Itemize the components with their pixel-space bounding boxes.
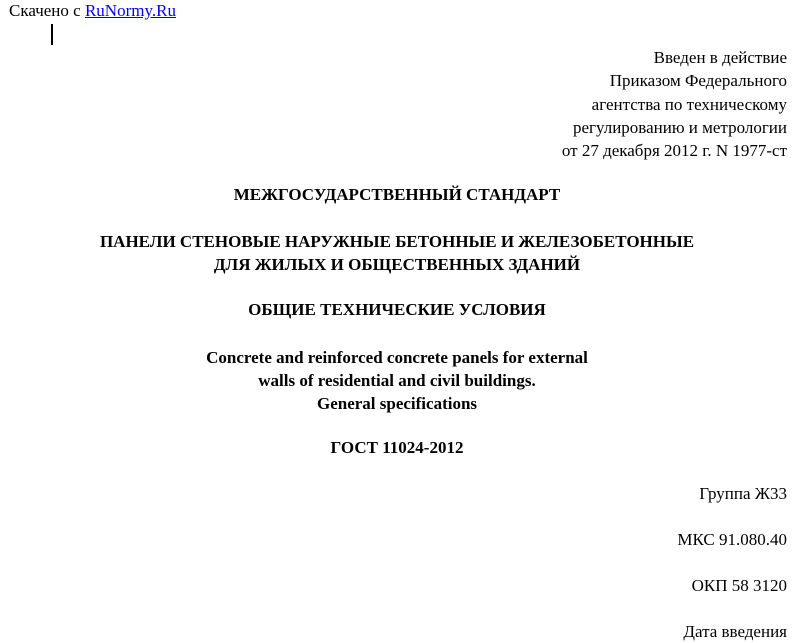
enactment-line: от 27 декабря 2012 г. N 1977-ст bbox=[561, 141, 787, 161]
english-title-line: Concrete and reinforced concrete panels for external bbox=[206, 348, 588, 367]
enactment-block bbox=[562, 46, 787, 162]
conditions-heading: ОБЩИЕ ТЕХНИЧЕСКИЕ УСЛОВИЯ bbox=[248, 300, 546, 319]
source-line bbox=[9, 1, 176, 21]
okp-code: ОКП 58 3120 bbox=[691, 576, 787, 595]
english-title bbox=[0, 346, 794, 415]
standard-name-line: ПАНЕЛИ СТЕНОВЫЕ НАРУЖНЫЕ БЕТОННЫЕ И ЖЕЛЕЗОБЕТОННЫЕ bbox=[99, 232, 695, 251]
gost-number: ГОСТ 11024-2012 bbox=[330, 438, 464, 457]
enactment-line: агентства по техническому bbox=[591, 94, 787, 114]
standard-type-heading: МЕЖГОСУДАРСТВЕННЫЙ СТАНДАРТ bbox=[233, 185, 561, 204]
enactment-line: Введен в действие bbox=[653, 48, 787, 67]
enactment-line: Приказом Федерального bbox=[609, 71, 787, 91]
standard-name-line: ДЛЯ ЖИЛЫХ И ОБЩЕСТВЕННЫХ ЗДАНИЙ bbox=[213, 254, 581, 274]
english-title-line: walls of residential and civil buildings. bbox=[258, 371, 536, 390]
group-code: Группа Ж33 bbox=[699, 484, 787, 503]
runormy-link[interactable]: RuNormy.Ru bbox=[84, 1, 176, 20]
english-title-line: General specifications bbox=[316, 394, 478, 413]
effective-date-label: Дата введения bbox=[683, 622, 787, 641]
standard-name-heading bbox=[0, 231, 794, 276]
mks-code: МКС 91.080.40 bbox=[677, 530, 787, 549]
source-prefix: Скачено с bbox=[9, 1, 81, 20]
enactment-line: регулированию и метрологии bbox=[572, 117, 787, 137]
text-cursor bbox=[51, 24, 53, 45]
